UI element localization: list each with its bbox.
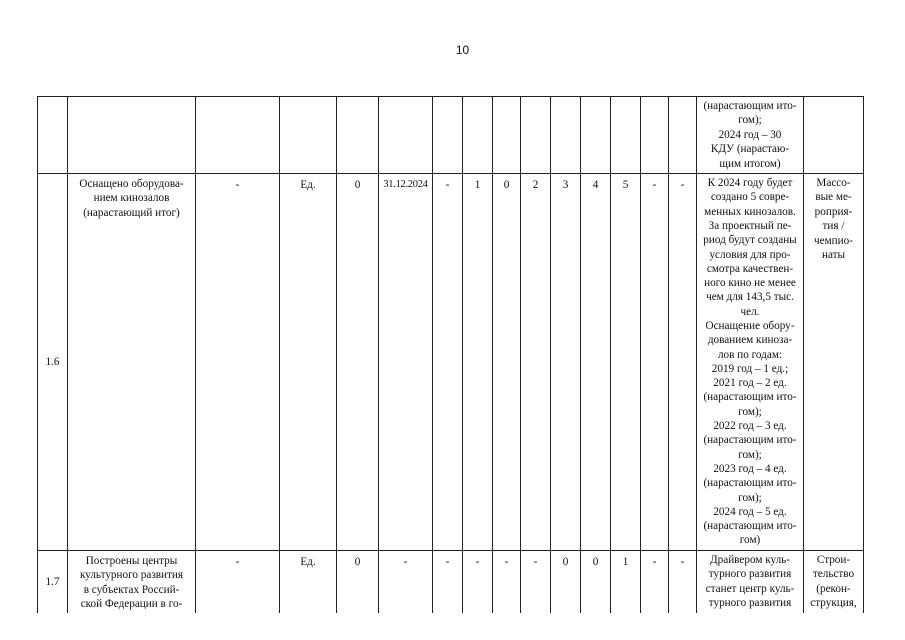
cell: - [379,550,433,613]
cell: - [433,174,463,551]
type-cell: Строи- тельство (рекон- струкция, [804,550,864,613]
table-row [38,174,864,551]
cell [551,97,581,174]
cell [463,97,493,174]
cell: - [196,174,280,551]
cell [669,97,697,174]
table-row [38,97,864,174]
cell: 2 [521,174,551,551]
cell: - [196,550,280,613]
cell [611,97,641,174]
cell: 31.12.2024 [379,174,433,551]
cell: - [433,550,463,613]
cell [641,97,669,174]
result-name: Оснащено оборудова- нием кинозалов (нарастающий итог) [68,174,196,551]
indicators-table [37,96,864,613]
cell [379,97,433,174]
page-number: 10 [455,43,470,57]
comment-cell: К 2024 году будет создано 5 совре- менных кинозалов. За проектный пе- риод будут созданы условия для про- смотра качествен- ного кино не менее чем для 143,5 тыс. чел. Оснащение обору- дованием кинoза- лов по годам: 2019 год – 1 ед.; 2021 год – 2 ед. (нарастающим ито- гом); 2022 год – 3 ед. (нарастающим ито- гом); 2023 год – 4 ед. (нарастающим ито- гом); 2024 год – 5 ед. (нарастающим ито- гом) [697,174,804,551]
cell: Ед. [280,174,337,551]
cell: - [493,550,521,613]
cell [337,97,379,174]
cell [196,97,280,174]
row-id [38,97,68,174]
cell [521,97,551,174]
cell [493,97,521,174]
cell: 4 [581,174,611,551]
cell: 1 [463,174,493,551]
comment-cell: (нарастающим ито- гом); 2024 год – 30 КДУ (нарастаю- щим итогом) [697,97,804,174]
cell: - [669,550,697,613]
cell: - [521,550,551,613]
row-id: 1.7 [38,550,68,613]
cell: 0 [551,550,581,613]
comment-cell: Драйвером куль- турного развития станет центр куль- турного развития [697,550,804,613]
result-name: Построены центры культурного развития в субъектах Россий- ской Федерации в го- [68,550,196,613]
cell [280,97,337,174]
cell: - [641,550,669,613]
cell: 1 [611,550,641,613]
cell: 0 [337,174,379,551]
row-id: 1.6 [38,174,68,551]
cell: 0 [337,550,379,613]
cell: 5 [611,174,641,551]
cell: 0 [581,550,611,613]
type-cell [804,97,864,174]
cell [581,97,611,174]
cell: - [463,550,493,613]
cell: 0 [493,174,521,551]
cell: - [641,174,669,551]
cell: 3 [551,174,581,551]
table-row [38,550,864,613]
cell: - [669,174,697,551]
cell: Ед. [280,550,337,613]
type-cell: Массо- вые ме- роприя- тия / чемпио- наты [804,174,864,551]
result-name [68,97,196,174]
cell [433,97,463,174]
